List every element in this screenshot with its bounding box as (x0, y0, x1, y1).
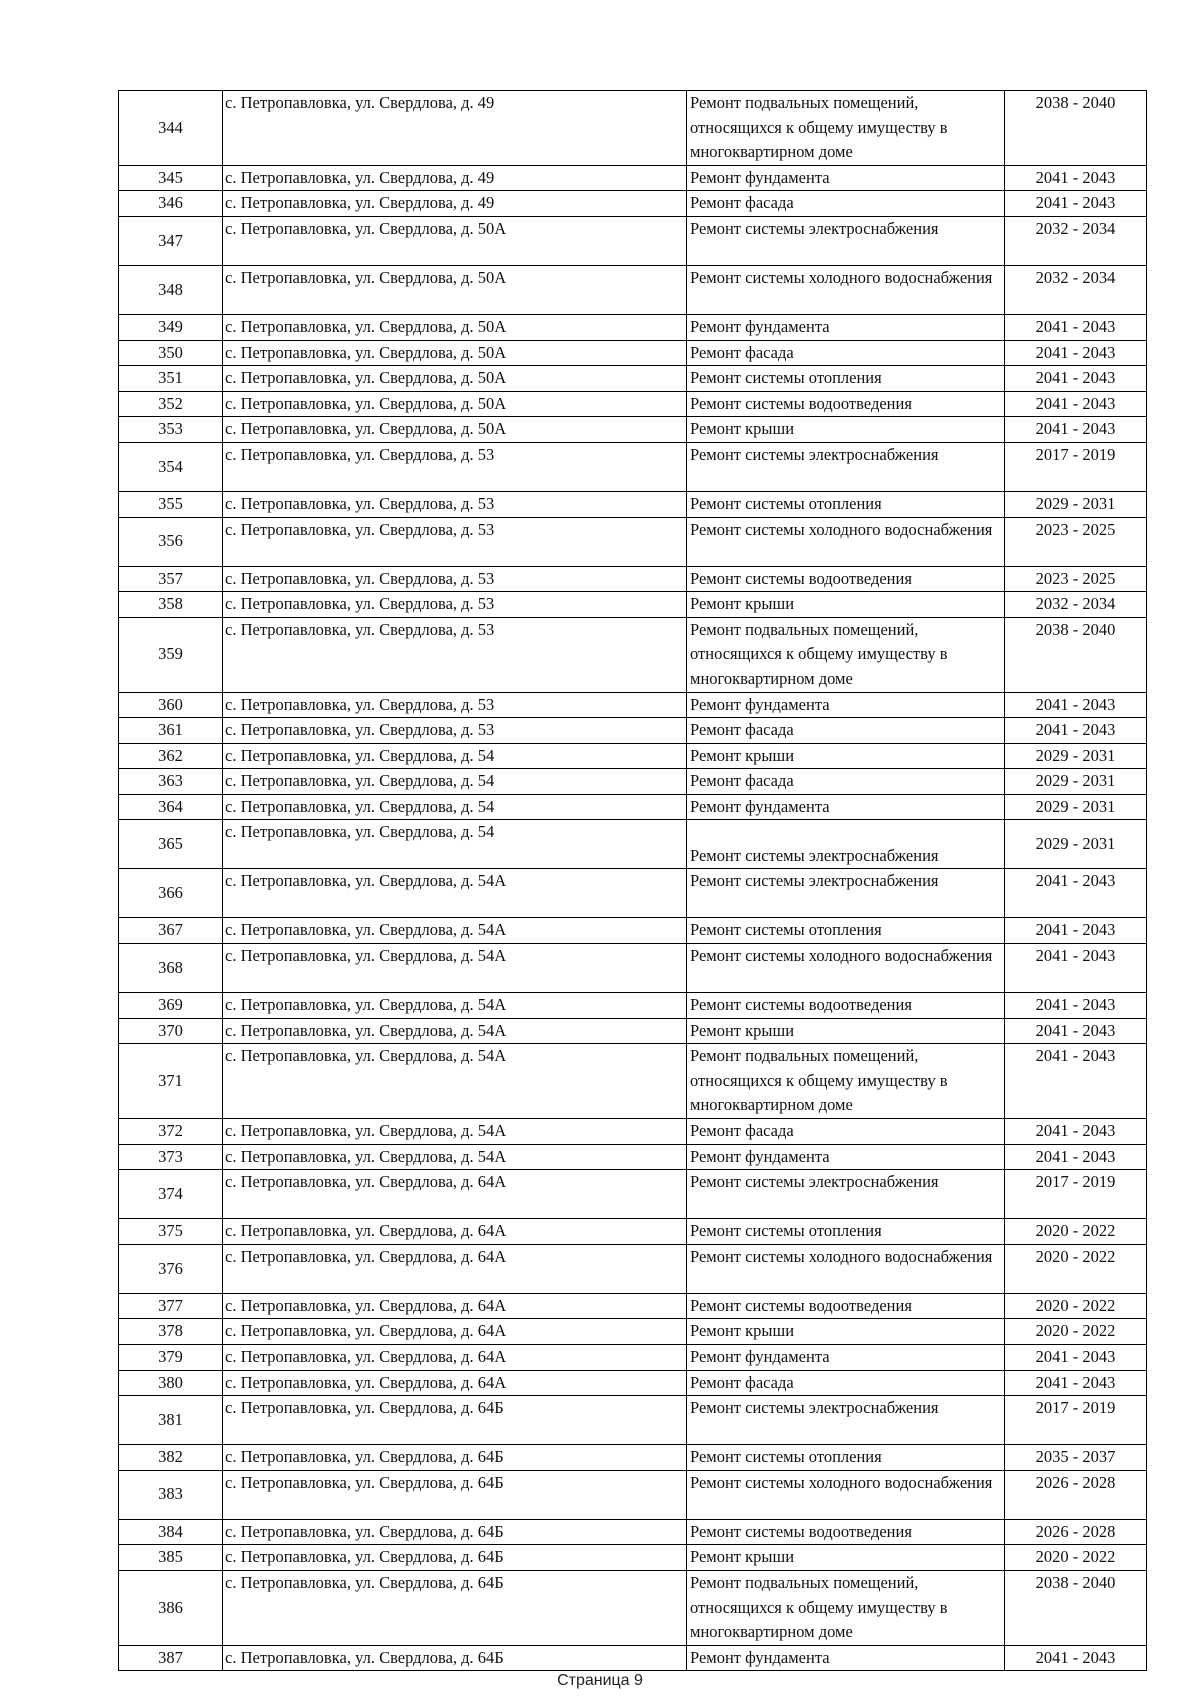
row-number-cell: 357 (119, 566, 223, 592)
table-row (119, 1244, 1147, 1293)
table-row (119, 1293, 1147, 1319)
period-cell: 2026 - 2028 (1005, 1519, 1147, 1545)
row-number-cell: 384 (119, 1519, 223, 1545)
row-number-cell: 376 (119, 1244, 223, 1293)
row-number-cell: 350 (119, 340, 223, 366)
table-row (119, 1396, 1147, 1445)
address-cell: с. Петропавловка, ул. Свердлова, д. 49 (223, 191, 687, 217)
table-row (119, 442, 1147, 491)
work-type-cell: Ремонт системы водоотведения (687, 391, 1005, 417)
row-number-cell: 348 (119, 265, 223, 314)
period-cell: 2041 - 2043 (1005, 993, 1147, 1019)
address-cell: с. Петропавловка, ул. Свердлова, д. 53 (223, 566, 687, 592)
row-number-cell: 375 (119, 1219, 223, 1245)
address-cell: с. Петропавловка, ул. Свердлова, д. 54А (223, 869, 687, 918)
table-row (119, 391, 1147, 417)
address-cell: с. Петропавловка, ул. Свердлова, д. 50А (223, 340, 687, 366)
work-type-cell: Ремонт фасада (687, 718, 1005, 744)
row-number-cell: 364 (119, 794, 223, 820)
table-row (119, 743, 1147, 769)
table-row (119, 566, 1147, 592)
work-type-cell: Ремонт системы холодного водоснабжения (687, 1244, 1005, 1293)
period-cell: 2035 - 2037 (1005, 1445, 1147, 1471)
work-type-cell: Ремонт подвальных помещений, относящихся к общему имуществу в многоквартирном доме (687, 1570, 1005, 1645)
address-cell: с. Петропавловка, ул. Свердлова, д. 64Б (223, 1470, 687, 1519)
work-type-cell: Ремонт системы холодного водоснабжения (687, 517, 1005, 566)
table-row (119, 417, 1147, 443)
row-number-cell: 362 (119, 743, 223, 769)
row-number-cell: 352 (119, 391, 223, 417)
row-number-cell: 363 (119, 769, 223, 795)
table-row (119, 993, 1147, 1019)
table-row (119, 1219, 1147, 1245)
period-cell: 2041 - 2043 (1005, 1119, 1147, 1145)
period-cell: 2020 - 2022 (1005, 1319, 1147, 1345)
table-row (119, 794, 1147, 820)
period-cell: 2041 - 2043 (1005, 692, 1147, 718)
table-row (119, 1170, 1147, 1219)
table-row (119, 314, 1147, 340)
row-number-cell: 361 (119, 718, 223, 744)
works-table-body (119, 91, 1147, 1671)
work-type-cell: Ремонт системы водоотведения (687, 566, 1005, 592)
row-number-cell: 359 (119, 617, 223, 692)
row-number-cell: 349 (119, 314, 223, 340)
period-cell: 2041 - 2043 (1005, 718, 1147, 744)
table-row (119, 592, 1147, 618)
period-cell: 2032 - 2034 (1005, 592, 1147, 618)
work-type-cell: Ремонт подвальных помещений, относящихся к общему имуществу в многоквартирном доме (687, 1044, 1005, 1119)
period-cell: 2029 - 2031 (1005, 794, 1147, 820)
table-row (119, 1144, 1147, 1170)
row-number-cell: 372 (119, 1119, 223, 1145)
work-type-cell: Ремонт фундамента (687, 1345, 1005, 1371)
address-cell: с. Петропавловка, ул. Свердлова, д. 64Б (223, 1570, 687, 1645)
work-type-cell: Ремонт крыши (687, 1545, 1005, 1571)
address-cell: с. Петропавловка, ул. Свердлова, д. 49 (223, 91, 687, 166)
work-type-cell: Ремонт фундамента (687, 314, 1005, 340)
row-number-cell: 360 (119, 692, 223, 718)
work-type-cell: Ремонт фундамента (687, 1144, 1005, 1170)
address-cell: с. Петропавловка, ул. Свердлова, д. 54А (223, 993, 687, 1019)
address-cell: с. Петропавловка, ул. Свердлова, д. 50А (223, 265, 687, 314)
period-cell: 2041 - 2043 (1005, 1345, 1147, 1371)
table-row (119, 1519, 1147, 1545)
work-type-cell: Ремонт системы электроснабжения (687, 820, 1005, 869)
work-type-cell: Ремонт фундамента (687, 692, 1005, 718)
table-row (119, 1018, 1147, 1044)
row-number-cell: 371 (119, 1044, 223, 1119)
table-row (119, 1319, 1147, 1345)
period-cell: 2032 - 2034 (1005, 265, 1147, 314)
work-type-cell: Ремонт фасада (687, 769, 1005, 795)
address-cell: с. Петропавловка, ул. Свердлова, д. 54А (223, 1119, 687, 1145)
table-row (119, 944, 1147, 993)
table-row (119, 1445, 1147, 1471)
table-row (119, 1570, 1147, 1645)
address-cell: с. Петропавловка, ул. Свердлова, д. 64А (223, 1319, 687, 1345)
address-cell: с. Петропавловка, ул. Свердлова, д. 54А (223, 944, 687, 993)
row-number-cell: 344 (119, 91, 223, 166)
period-cell: 2020 - 2022 (1005, 1545, 1147, 1571)
work-type-cell: Ремонт фундамента (687, 165, 1005, 191)
period-cell: 2041 - 2043 (1005, 165, 1147, 191)
row-number-cell: 381 (119, 1396, 223, 1445)
row-number-cell: 354 (119, 442, 223, 491)
work-type-cell: Ремонт системы водоотведения (687, 1293, 1005, 1319)
address-cell: с. Петропавловка, ул. Свердлова, д. 53 (223, 491, 687, 517)
address-cell: с. Петропавловка, ул. Свердлова, д. 64Б (223, 1396, 687, 1445)
period-cell: 2041 - 2043 (1005, 391, 1147, 417)
address-cell: с. Петропавловка, ул. Свердлова, д. 53 (223, 718, 687, 744)
row-number-cell: 383 (119, 1470, 223, 1519)
work-type-cell: Ремонт системы холодного водоснабжения (687, 265, 1005, 314)
period-cell: 2026 - 2028 (1005, 1470, 1147, 1519)
work-type-cell: Ремонт системы холодного водоснабжения (687, 1470, 1005, 1519)
works-table (118, 90, 1147, 1671)
address-cell: с. Петропавловка, ул. Свердлова, д. 54 (223, 769, 687, 795)
row-number-cell: 347 (119, 216, 223, 265)
address-cell: с. Петропавловка, ул. Свердлова, д. 64А (223, 1293, 687, 1319)
table-row (119, 91, 1147, 166)
address-cell: с. Петропавловка, ул. Свердлова, д. 64А (223, 1170, 687, 1219)
table-row (119, 617, 1147, 692)
row-number-cell: 358 (119, 592, 223, 618)
period-cell: 2020 - 2022 (1005, 1293, 1147, 1319)
address-cell: с. Петропавловка, ул. Свердлова, д. 50А (223, 314, 687, 340)
table-row (119, 820, 1147, 869)
address-cell: с. Петропавловка, ул. Свердлова, д. 49 (223, 165, 687, 191)
address-cell: с. Петропавловка, ул. Свердлова, д. 54А (223, 918, 687, 944)
table-row (119, 216, 1147, 265)
work-type-cell: Ремонт системы электроснабжения (687, 442, 1005, 491)
page-number: Страница 9 (557, 1672, 643, 1689)
address-cell: с. Петропавловка, ул. Свердлова, д. 53 (223, 442, 687, 491)
table-row (119, 918, 1147, 944)
address-cell: с. Петропавловка, ул. Свердлова, д. 50А (223, 391, 687, 417)
row-number-cell: 369 (119, 993, 223, 1019)
table-row (119, 1345, 1147, 1371)
address-cell: с. Петропавловка, ул. Свердлова, д. 54 (223, 794, 687, 820)
table-row (119, 869, 1147, 918)
work-type-cell: Ремонт системы отопления (687, 1219, 1005, 1245)
table-row (119, 1470, 1147, 1519)
work-type-cell: Ремонт системы отопления (687, 366, 1005, 392)
period-cell: 2038 - 2040 (1005, 91, 1147, 166)
period-cell: 2038 - 2040 (1005, 617, 1147, 692)
work-type-cell: Ремонт системы электроснабжения (687, 216, 1005, 265)
period-cell: 2029 - 2031 (1005, 820, 1147, 869)
address-cell: с. Петропавловка, ул. Свердлова, д. 54А (223, 1018, 687, 1044)
row-number-cell: 378 (119, 1319, 223, 1345)
period-cell: 2041 - 2043 (1005, 340, 1147, 366)
table-row (119, 1119, 1147, 1145)
period-cell: 2041 - 2043 (1005, 1018, 1147, 1044)
address-cell: с. Петропавловка, ул. Свердлова, д. 64А (223, 1244, 687, 1293)
row-number-cell: 385 (119, 1545, 223, 1571)
row-number-cell: 355 (119, 491, 223, 517)
work-type-cell: Ремонт фундамента (687, 794, 1005, 820)
period-cell: 2017 - 2019 (1005, 1396, 1147, 1445)
period-cell: 2041 - 2043 (1005, 366, 1147, 392)
row-number-cell: 356 (119, 517, 223, 566)
row-number-cell: 374 (119, 1170, 223, 1219)
row-number-cell: 379 (119, 1345, 223, 1371)
address-cell: с. Петропавловка, ул. Свердлова, д. 53 (223, 517, 687, 566)
row-number-cell: 386 (119, 1570, 223, 1645)
row-number-cell: 380 (119, 1370, 223, 1396)
table-row (119, 1645, 1147, 1671)
work-type-cell: Ремонт системы электроснабжения (687, 869, 1005, 918)
period-cell: 2041 - 2043 (1005, 1144, 1147, 1170)
work-type-cell: Ремонт системы электроснабжения (687, 1396, 1005, 1445)
work-type-cell: Ремонт системы электроснабжения (687, 1170, 1005, 1219)
address-cell: с. Петропавловка, ул. Свердлова, д. 53 (223, 692, 687, 718)
address-cell: с. Петропавловка, ул. Свердлова, д. 64А (223, 1345, 687, 1371)
table-row (119, 366, 1147, 392)
row-number-cell: 367 (119, 918, 223, 944)
period-cell: 2017 - 2019 (1005, 442, 1147, 491)
row-number-cell: 365 (119, 820, 223, 869)
work-type-cell: Ремонт системы водоотведения (687, 1519, 1005, 1545)
work-type-cell: Ремонт системы отопления (687, 491, 1005, 517)
work-type-cell: Ремонт фасада (687, 191, 1005, 217)
row-number-cell: 370 (119, 1018, 223, 1044)
table-row (119, 718, 1147, 744)
period-cell: 2041 - 2043 (1005, 869, 1147, 918)
work-type-cell: Ремонт крыши (687, 1319, 1005, 1345)
address-cell: с. Петропавловка, ул. Свердлова, д. 53 (223, 592, 687, 618)
table-row (119, 191, 1147, 217)
period-cell: 2023 - 2025 (1005, 566, 1147, 592)
work-type-cell: Ремонт системы отопления (687, 1445, 1005, 1471)
period-cell: 2023 - 2025 (1005, 517, 1147, 566)
work-type-cell: Ремонт подвальных помещений, относящихся к общему имуществу в многоквартирном доме (687, 617, 1005, 692)
table-row (119, 491, 1147, 517)
row-number-cell: 373 (119, 1144, 223, 1170)
period-cell: 2041 - 2043 (1005, 1370, 1147, 1396)
period-cell: 2041 - 2043 (1005, 417, 1147, 443)
work-type-cell: Ремонт системы водоотведения (687, 993, 1005, 1019)
table-row (119, 1370, 1147, 1396)
period-cell: 2020 - 2022 (1005, 1219, 1147, 1245)
period-cell: 2029 - 2031 (1005, 769, 1147, 795)
period-cell: 2041 - 2043 (1005, 191, 1147, 217)
work-type-cell: Ремонт фасада (687, 1119, 1005, 1145)
work-type-cell: Ремонт крыши (687, 592, 1005, 618)
address-cell: с. Петропавловка, ул. Свердлова, д. 64Б (223, 1445, 687, 1471)
table-row (119, 692, 1147, 718)
address-cell: с. Петропавловка, ул. Свердлова, д. 54 (223, 820, 687, 869)
row-number-cell: 345 (119, 165, 223, 191)
row-number-cell: 377 (119, 1293, 223, 1319)
period-cell: 2041 - 2043 (1005, 314, 1147, 340)
period-cell: 2020 - 2022 (1005, 1244, 1147, 1293)
period-cell: 2041 - 2043 (1005, 1645, 1147, 1671)
address-cell: с. Петропавловка, ул. Свердлова, д. 64Б (223, 1645, 687, 1671)
work-type-cell: Ремонт фасада (687, 1370, 1005, 1396)
period-cell: 2029 - 2031 (1005, 743, 1147, 769)
address-cell: с. Петропавловка, ул. Свердлова, д. 53 (223, 617, 687, 692)
period-cell: 2038 - 2040 (1005, 1570, 1147, 1645)
period-cell: 2041 - 2043 (1005, 1044, 1147, 1119)
address-cell: с. Петропавловка, ул. Свердлова, д. 64Б (223, 1545, 687, 1571)
address-cell: с. Петропавловка, ул. Свердлова, д. 64А (223, 1219, 687, 1245)
address-cell: с. Петропавловка, ул. Свердлова, д. 54 (223, 743, 687, 769)
work-type-cell: Ремонт системы холодного водоснабжения (687, 944, 1005, 993)
work-type-cell: Ремонт крыши (687, 1018, 1005, 1044)
table-row (119, 1545, 1147, 1571)
period-cell: 2041 - 2043 (1005, 918, 1147, 944)
table-row (119, 165, 1147, 191)
work-type-cell: Ремонт фасада (687, 340, 1005, 366)
address-cell: с. Петропавловка, ул. Свердлова, д. 54А (223, 1144, 687, 1170)
work-type-cell: Ремонт подвальных помещений, относящихся к общему имуществу в многоквартирном доме (687, 91, 1005, 166)
period-cell: 2029 - 2031 (1005, 491, 1147, 517)
row-number-cell: 353 (119, 417, 223, 443)
period-cell: 2017 - 2019 (1005, 1170, 1147, 1219)
work-type-cell: Ремонт системы отопления (687, 918, 1005, 944)
address-cell: с. Петропавловка, ул. Свердлова, д. 50А (223, 417, 687, 443)
table-row (119, 517, 1147, 566)
address-cell: с. Петропавловка, ул. Свердлова, д. 64Б (223, 1519, 687, 1545)
work-type-cell: Ремонт крыши (687, 743, 1005, 769)
row-number-cell: 351 (119, 366, 223, 392)
row-number-cell: 368 (119, 944, 223, 993)
row-number-cell: 346 (119, 191, 223, 217)
period-cell: 2032 - 2034 (1005, 216, 1147, 265)
address-cell: с. Петропавловка, ул. Свердлова, д. 64А (223, 1370, 687, 1396)
row-number-cell: 366 (119, 869, 223, 918)
table-row (119, 769, 1147, 795)
work-type-cell: Ремонт фундамента (687, 1645, 1005, 1671)
work-type-cell: Ремонт крыши (687, 417, 1005, 443)
row-number-cell: 387 (119, 1645, 223, 1671)
row-number-cell: 382 (119, 1445, 223, 1471)
table-row (119, 265, 1147, 314)
address-cell: с. Петропавловка, ул. Свердлова, д. 54А (223, 1044, 687, 1119)
period-cell: 2041 - 2043 (1005, 944, 1147, 993)
address-cell: с. Петропавловка, ул. Свердлова, д. 50А (223, 216, 687, 265)
table-row (119, 340, 1147, 366)
table-row (119, 1044, 1147, 1119)
address-cell: с. Петропавловка, ул. Свердлова, д. 50А (223, 366, 687, 392)
